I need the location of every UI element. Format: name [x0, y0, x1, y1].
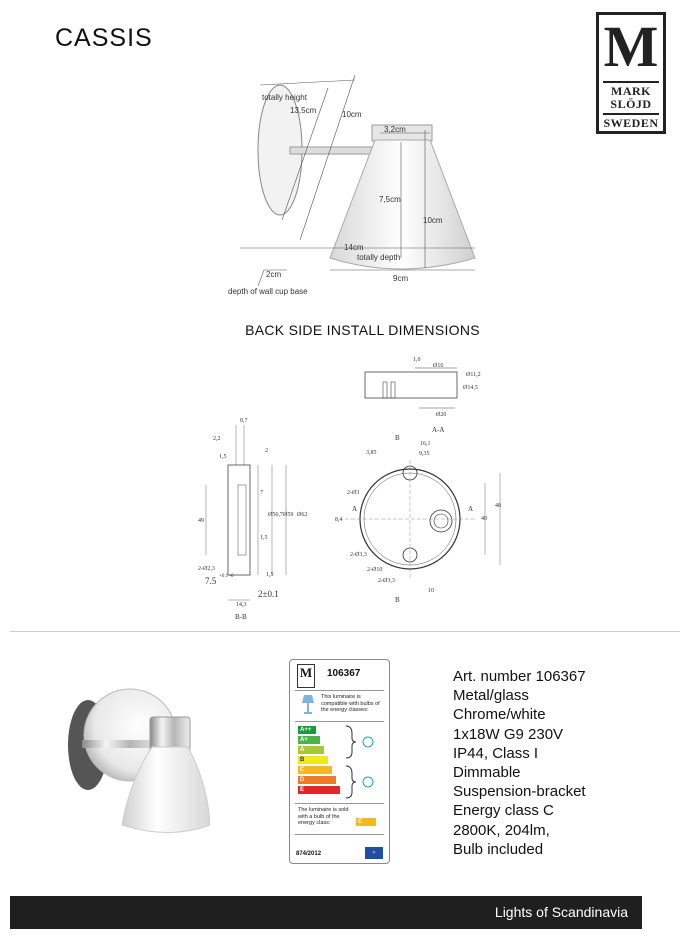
- section-divider: [10, 631, 680, 632]
- label-totally-depth: totally depth: [357, 253, 401, 262]
- front-d5: 8,4: [335, 517, 343, 523]
- product-specs: [453, 667, 586, 859]
- top-d14: Ø14,5: [463, 385, 478, 391]
- front-d7: 2-Ø10: [367, 567, 383, 573]
- energy-label: [289, 659, 390, 864]
- front-d6: 2-Ø3,3: [350, 552, 367, 558]
- logo-line-slojd: SLÖJD: [610, 97, 652, 111]
- brand-logo: [596, 12, 666, 134]
- side-m: 1,5: [266, 572, 274, 578]
- top-d11: Ø11,2: [466, 372, 481, 378]
- front-d4: 2-Ø3: [347, 490, 360, 496]
- energy-logo: M: [297, 664, 315, 688]
- label-wall-cup: depth of wall cup base: [228, 287, 308, 296]
- lamp-icon: [301, 693, 315, 715]
- front-a-left: A: [352, 505, 358, 513]
- lamp-dimension-drawing: [220, 70, 500, 300]
- front-d1: 3,85: [366, 450, 377, 456]
- class-d: D: [298, 776, 336, 784]
- regulation-number: 874/2012: [296, 851, 322, 857]
- front-d10: 40: [481, 516, 487, 522]
- eu-flag-icon: ✶: [365, 847, 383, 859]
- product-title: CASSIS: [55, 24, 153, 52]
- side-j: Ø62: [297, 512, 308, 518]
- front-a-right: A: [468, 505, 474, 513]
- logo-line-sweden: SWEDEN: [603, 116, 659, 130]
- side-n: 2±0.1: [258, 589, 279, 599]
- side-l: 7.5: [205, 576, 217, 586]
- value-shade-diameter: 9cm: [393, 274, 409, 283]
- side-h: Ø56,7: [268, 512, 283, 518]
- side-i: Ø59: [283, 512, 294, 518]
- side-e: 7: [260, 490, 263, 496]
- footer-tagline: Lights of Scandinavia: [494, 904, 628, 920]
- spec-finish: Chrome/white: [453, 706, 546, 724]
- sold-text: The luminaire is sold with a bulb of the energy class:: [298, 807, 349, 826]
- logo-monogram: M: [603, 14, 659, 79]
- spec-material: Metal/glass: [453, 687, 529, 705]
- value-totally-height: 13,5cm: [290, 106, 317, 115]
- side-f: 1,5: [260, 535, 268, 541]
- top-section-label: A-A: [432, 426, 445, 434]
- product-photo: [60, 685, 210, 840]
- spec-mounting: Suspension-bracket: [453, 783, 586, 801]
- side-view-drawing: [200, 415, 310, 625]
- spec-color-temp: 2800K, 204lm,: [453, 821, 550, 839]
- value-wall-cup-depth: 2cm: [266, 270, 282, 279]
- class-a2: A++: [298, 726, 316, 734]
- side-g: 49: [198, 518, 204, 524]
- side-o: 14,3: [236, 602, 247, 608]
- front-d2: 16,1: [420, 441, 431, 447]
- top-h: 1,0: [413, 357, 421, 363]
- side-k: 2-Ø2,3: [198, 566, 215, 572]
- spec-ip-class: IP44, Class I: [453, 744, 539, 762]
- front-d9: 10: [428, 588, 434, 594]
- class-b: B: [298, 756, 328, 764]
- spec-energy-class: Energy class C: [453, 802, 554, 820]
- front-b-top: B: [395, 434, 400, 442]
- arm-shape: [290, 147, 380, 154]
- value-totally-depth: 14cm: [344, 243, 364, 252]
- fitting-photo: [150, 717, 190, 751]
- top-d20: Ø20: [436, 412, 447, 418]
- bulb-brackets-icon: [344, 724, 384, 804]
- class-a1: A+: [298, 736, 320, 744]
- front-b-bottom: B: [395, 596, 400, 604]
- class-a: A: [298, 746, 324, 754]
- front-d8: 2-Ø3,3: [378, 578, 395, 584]
- logo-line-mark: MARK: [611, 84, 651, 98]
- label-totally-height: totally height: [262, 93, 307, 102]
- side-c: 1,5: [219, 454, 227, 460]
- class-c: C: [298, 766, 332, 774]
- footer-bar: [10, 896, 642, 929]
- compat-text: This luminaire is compatible with bulbs of the energy classes:: [321, 694, 380, 713]
- value-shade-top: 3,2cm: [384, 125, 406, 134]
- top-d16: Ø16: [433, 363, 444, 369]
- front-d3: 9,35: [419, 451, 430, 457]
- side-d: 2: [265, 448, 268, 454]
- spec-article: Art. number 106367: [453, 668, 586, 685]
- install-section-title: BACK SIDE INSTALL DIMENSIONS: [245, 322, 480, 338]
- spec-dimmable: Dimmable: [453, 764, 521, 782]
- side-l-tol: +0.1 -0: [219, 574, 234, 579]
- value-shade-height: 7,5cm: [379, 195, 401, 204]
- class-e: E: [298, 786, 340, 794]
- value-arm-length: 10cm: [342, 110, 362, 119]
- front-d11: 48: [495, 503, 501, 509]
- side-a: 0,7: [240, 418, 248, 424]
- value-shade-total-height: 10cm: [423, 216, 443, 225]
- side-section-label: B-B: [235, 613, 247, 621]
- spec-bulb: 1x18W G9 230V: [453, 725, 564, 743]
- sold-class: C: [356, 818, 376, 826]
- spec-bulb-included: Bulb included: [453, 840, 544, 858]
- side-b: 2,2: [213, 436, 221, 442]
- energy-article: 106367: [327, 668, 361, 679]
